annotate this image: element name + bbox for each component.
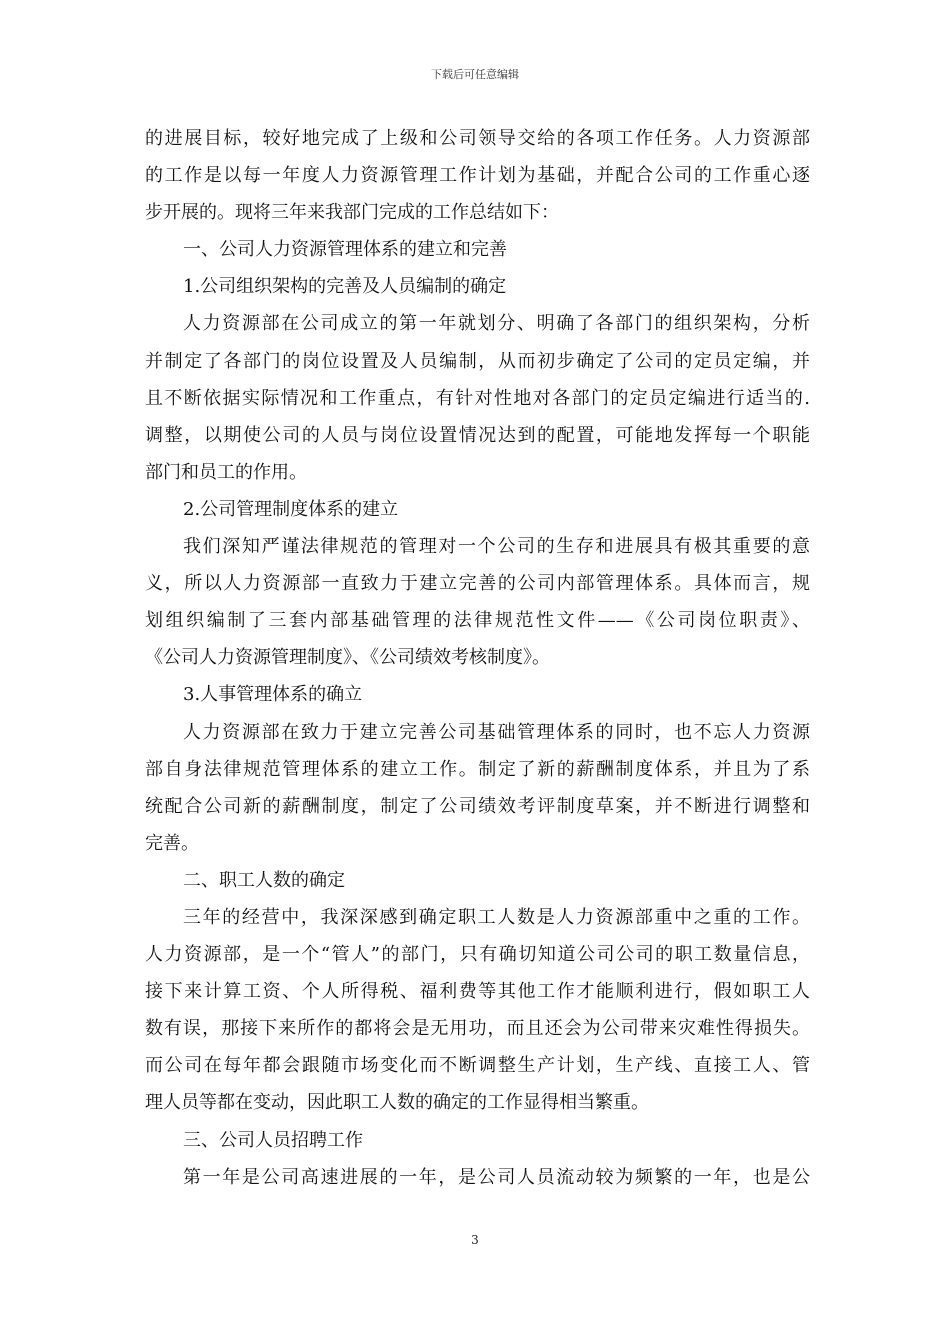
paragraph-line: 划组织编制了三套内部基础管理的法律规范性文件——《公司岗位职责》、 (145, 610, 810, 632)
paragraph-line: 并制定了各部门的岗位设置及人员编制，从而初步确定了公司的定员定编，并 (145, 350, 810, 372)
paragraph-line: 人力资源部在致力于建立完善公司基础管理体系的同时，也不忘人力资源 (183, 721, 810, 743)
paragraph-line: 数有误，那接下来所作的都将会是无用功，而且还会为公司带来灾难性得损失。 (145, 1018, 810, 1040)
paragraph-line: 步开展的。现将三年来我部门完成的工作总结如下： (145, 202, 559, 224)
paragraph-line: 的进展目标，较好地完成了上级和公司领导交给的各项工作任务。人力资源部 (145, 128, 810, 149)
paragraph-line: 部门和员工的作用。 (145, 461, 307, 483)
section-heading: 二、职工人数的确定 (183, 869, 345, 891)
paragraph-line: 理人员等都在变动，因此职工人数的确定的工作显得相当繁重。 (145, 1092, 649, 1114)
paragraph-line: 人力资源部在公司成立的第一年就划分、明确了各部门的组织架构，分析 (183, 313, 810, 335)
document-body (145, 120, 810, 1196)
paragraph-line: 统配合公司新的薪酬制度，制定了公司绩效考评制度草案，并不断进行调整和 (145, 795, 810, 817)
paragraph-line: 且不断依据实际情况和工作重点，有针对性地对各部门的定员定编进行适当的. (145, 387, 810, 409)
paragraph-line: 第一年是公司高速进展的一年，是公司人员流动较为频繁的一年，也是公 (183, 1166, 810, 1188)
subsection-heading: 3.人事管理体系的确立 (183, 684, 363, 706)
subsection-heading: 2.公司管理制度体系的建立 (183, 498, 399, 520)
section-heading: 一、公司人力资源管理体系的建立和完善 (183, 239, 507, 261)
page-number: 3 (471, 1233, 479, 1247)
paragraph-line: 我们深知严谨法律规范的管理对一个公司的生存和进展具有极其重要的意 (183, 536, 810, 558)
paragraph-line: 调整，以期使公司的人员与岗位设置情况达到的配置，可能地发挥每一个职能 (145, 424, 810, 446)
paragraph-line: 人力资源部，是一个“管人”的部门，只有确切知道公司公司的职工数量信息， (145, 944, 810, 966)
paragraph-line: 完善。 (145, 832, 199, 854)
section-heading: 三、公司人员招聘工作 (183, 1129, 363, 1151)
paragraph-line: 三年的经营中，我深深感到确定职工人数是人力资源部重中之重的工作。 (183, 906, 810, 928)
paragraph-line: 《公司人力资源管理制度》、《公司绩效考核制度》。 (145, 647, 550, 669)
page-header-note: 下载后可任意编辑 (431, 68, 519, 81)
subsection-heading: 1.公司组织架构的完善及人员编制的确定 (183, 276, 507, 298)
paragraph-line: 的工作是以每一年度人力资源管理工作计划为基础，并配合公司的工作重心逐 (145, 165, 810, 187)
paragraph-line: 而公司在每年都会跟随市场变化而不断调整生产计划，生产线、直接工人、管 (145, 1055, 810, 1077)
paragraph-line: 部自身法律规范管理体系的建立工作。制定了新的薪酬制度体系，并且为了系 (145, 758, 810, 780)
paragraph-line: 接下来计算工资、个人所得税、福利费等其他工作才能顺利进行，假如职工人 (145, 981, 810, 1003)
paragraph-line: 义，所以人力资源部一直致力于建立完善的公司内部管理体系。具体而言，规 (145, 573, 810, 595)
